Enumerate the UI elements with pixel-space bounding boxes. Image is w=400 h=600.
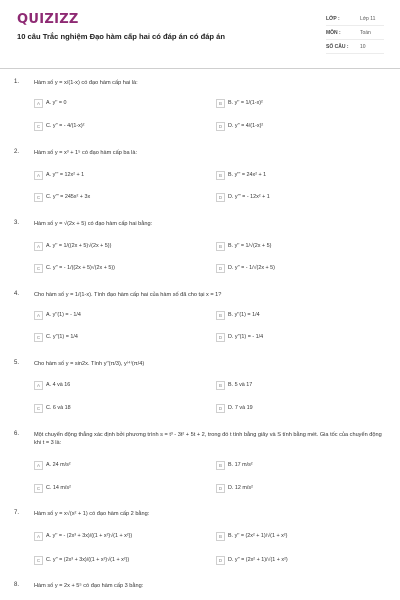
option-text: D. y'' = (2x² + 1)/√(1 + x²): [228, 557, 288, 563]
option-text: D. y''' = - 12x² + 1: [228, 194, 270, 200]
option-letter-box: A: [34, 461, 43, 470]
question-number: 1.: [14, 79, 20, 85]
option-a[interactable]: [34, 169, 84, 181]
option-letter-box: B: [216, 381, 225, 390]
option-letter-box: B: [216, 532, 225, 541]
option-text: C. y''(1) = 1/4: [46, 334, 78, 340]
option-letter-box: A: [34, 99, 43, 108]
option-letter-box: D: [216, 193, 225, 202]
option-c[interactable]: [34, 482, 71, 494]
option-letter-box: D: [216, 333, 225, 342]
option-letter-box: A: [34, 242, 43, 251]
question-stem: Hàm số y = x/(1-x) có đạo hàm cấp hai là:: [34, 80, 138, 86]
option-a[interactable]: [34, 309, 81, 321]
option-a[interactable]: [34, 97, 67, 109]
option-a[interactable]: [34, 459, 71, 471]
option-text: C. y'' = - 4/(1-x)²: [46, 123, 85, 129]
meta-key: LỚP :: [326, 15, 340, 22]
option-letter-box: D: [216, 122, 225, 131]
option-text: B. 17 m/s²: [228, 462, 253, 468]
option-letter-box: C: [34, 122, 43, 131]
question-number: 7.: [14, 510, 20, 516]
meta-value: 10: [360, 43, 366, 50]
option-letter-box: A: [34, 381, 43, 390]
question-stem: Một chuyển động thẳng xác định bởi phương trình s = t³ - 3t² + 5t + 2, trong đó t tính bằng giây và S tính bằng mét. Gia tốc của chuyển động khi t = 3 là:: [34, 432, 382, 446]
option-letter-box: B: [216, 242, 225, 251]
option-text: C. 14 m/s²: [46, 485, 71, 491]
option-text: D. y''(1) = - 1/4: [228, 334, 264, 340]
question-number: 2.: [14, 149, 20, 155]
question-stem: Hàm số y = x√(x² + 1) có đạo hàm cấp 2 bằng:: [34, 511, 150, 517]
meta-key: MÔN :: [326, 29, 341, 36]
option-text: C. y'' = (2x³ + 3x)/((1 + x²)√(1 + x²)): [46, 557, 130, 563]
option-text: D. y'' = - 1/√(2x + 5): [228, 265, 275, 271]
question-stem: Hàm số y = 2x + 5⁵ có đạo hàm cấp 3 bằng:: [34, 583, 144, 589]
meta-value: Lớp 11: [360, 15, 376, 22]
option-letter-box: D: [216, 484, 225, 493]
option-text: A. y'' = 1/((2x + 5)√(2x + 5)): [46, 243, 112, 249]
option-letter-box: C: [34, 264, 43, 273]
option-letter-box: A: [34, 171, 43, 180]
question-stem: Cho hàm số y = sin2x. Tính y''(π/3), y⁽⁴⁾(π/4): [34, 361, 145, 367]
option-text: C. y'' = - 1/((2x + 5)√(2x + 5)): [46, 265, 115, 271]
question-stem: Cho hàm số y = 1/(1-x). Tính đạo hàm cấp hai của hàm số đã cho tại x = 1?: [34, 292, 222, 298]
option-d[interactable]: [216, 262, 275, 274]
option-letter-box: A: [34, 311, 43, 320]
option-letter-box: C: [34, 556, 43, 565]
option-text: B. y'' = (2x² + 1)/√(1 + x²): [228, 533, 288, 539]
option-letter-box: D: [216, 404, 225, 413]
option-d[interactable]: [216, 482, 253, 494]
quiz-header: [0, 0, 400, 62]
option-text: B. y'' = 1/√(2x + 5): [228, 243, 272, 249]
option-text: D. 12 m/s²: [228, 485, 253, 491]
option-b[interactable]: [216, 240, 271, 252]
option-letter-box: D: [216, 556, 225, 565]
option-a[interactable]: [34, 530, 132, 542]
meta-value: Toán: [360, 29, 371, 36]
quiz-meta: [326, 12, 384, 54]
meta-row-subject: [326, 26, 384, 40]
header-divider: [0, 68, 400, 69]
option-d[interactable]: [216, 331, 263, 343]
option-text: C. 6 và 18: [46, 405, 71, 411]
option-letter-box: B: [216, 461, 225, 470]
option-text: B. y'' = 1/(1-x)²: [228, 100, 263, 106]
quizizz-logo: QUIZIZZ: [17, 12, 79, 27]
question-number: 8.: [14, 582, 20, 588]
option-text: D. y'' = 4/(1-x)²: [228, 123, 264, 129]
option-c[interactable]: [34, 262, 115, 274]
option-d[interactable]: [216, 120, 263, 132]
meta-row-class: [326, 12, 384, 26]
quiz-title: 10 câu Trắc nghiệm Đạo hàm cấp hai có đáp án có đáp án: [17, 32, 226, 41]
option-d[interactable]: [216, 554, 288, 566]
option-letter-box: C: [34, 193, 43, 202]
option-letter-box: A: [34, 532, 43, 541]
option-c[interactable]: [34, 120, 84, 132]
option-d[interactable]: [216, 402, 253, 414]
meta-key: SỐ CÂU :: [326, 43, 349, 50]
question-number: 5.: [14, 360, 20, 366]
option-text: D. 7 và 19: [228, 405, 253, 411]
question-number: 6.: [14, 431, 20, 437]
option-b[interactable]: [216, 97, 263, 109]
question-number: 4.: [14, 291, 20, 297]
option-a[interactable]: [34, 379, 70, 391]
option-letter-box: B: [216, 311, 225, 320]
question-stem: Hàm số y = √(2x + 5) có đạo hàm cấp hai bằng:: [34, 221, 153, 227]
question-number: 3.: [14, 220, 20, 226]
option-b[interactable]: [216, 459, 253, 471]
option-b[interactable]: [216, 379, 252, 391]
option-c[interactable]: [34, 191, 90, 203]
option-text: A. 24 m/s²: [46, 462, 71, 468]
option-b[interactable]: [216, 530, 287, 542]
option-letter-box: C: [34, 484, 43, 493]
option-letter-box: C: [34, 333, 43, 342]
option-c[interactable]: [34, 554, 129, 566]
option-text: A. y'' = 0: [46, 100, 67, 106]
option-c[interactable]: [34, 331, 78, 343]
option-text: B. 5 và 17: [228, 382, 253, 388]
option-d[interactable]: [216, 191, 270, 203]
option-c[interactable]: [34, 402, 71, 414]
option-a[interactable]: [34, 240, 111, 252]
option-text: A. 4 và 16: [46, 382, 71, 388]
option-letter-box: B: [216, 171, 225, 180]
option-b[interactable]: [216, 309, 260, 321]
option-text: A. y''' = 12x² + 1: [46, 172, 85, 178]
option-text: A. y''(1) = - 1/4: [46, 312, 81, 318]
option-text: C. y''' = 245x² + 3x: [46, 194, 91, 200]
option-b[interactable]: [216, 169, 266, 181]
question-stem: Hàm số y = x³ + 1⁵ có đạo hàm cấp ba là:: [34, 150, 138, 156]
option-text: A. y'' = - (2x³ + 3x)/((1 + x²)√(1 + x²)): [46, 533, 133, 539]
meta-row-count: [326, 40, 384, 54]
option-letter-box: B: [216, 99, 225, 108]
option-letter-box: D: [216, 264, 225, 273]
option-text: B. y''' = 24x² + 1: [228, 172, 267, 178]
option-text: B. y''(1) = 1/4: [228, 312, 260, 318]
option-letter-box: C: [34, 404, 43, 413]
